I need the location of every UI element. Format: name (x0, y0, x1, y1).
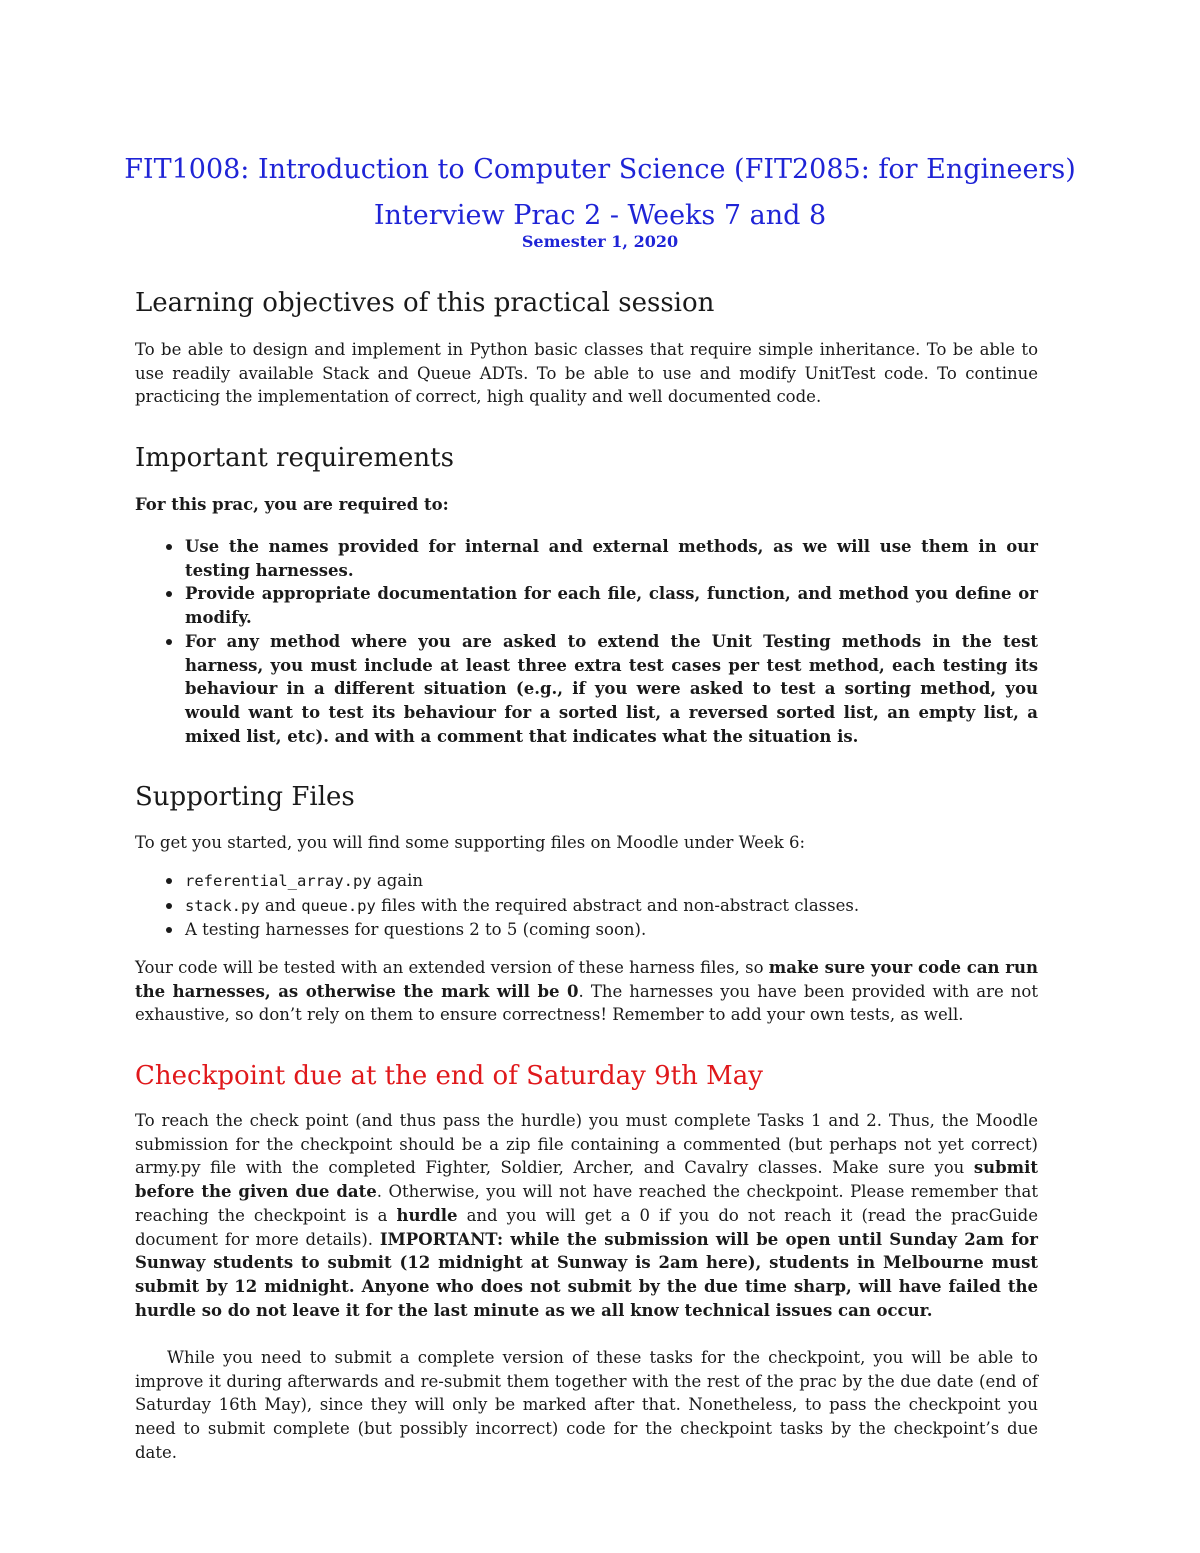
checkpoint-paragraph: To reach the check point (and thus pass the hurdle) you must complete Tasks 1 and 2. Thus, the Moodle submission for the checkpoint should be a zip file containing a commented (but perhaps not yet correct) army.py file with the completed Fighter, Soldier, Archer, and Cavalry classes. Make sure you submit before the given due date. Otherwise, you will not have reached the checkpoint. Please remember that reaching the checkpoint is a hurdle and you will get a 0 if you do not reach it (read the pracGuide document for more details). IMPORTANT: while the submission will be open until Sunday 2am for Sunway students to submit (12 midnight at Sunway is 2am here), students in Melbourne must submit by 12 midnight. Anyone who does not submit by the due time sharp, will have failed the hurdle so do not leave it for the last minute as we all know technical issues can occur. (135, 1111, 1038, 1320)
requirements-list (135, 535, 1038, 748)
list-item: Provide appropriate documentation for each file, class, function, and method you define or modify. (135, 582, 1038, 629)
semester-label: Semester 1, 2020 (521, 232, 679, 251)
file-name: referential_array.py (185, 872, 372, 890)
learning-objectives-heading: Learning objectives of this practical session (135, 288, 715, 318)
supporting-files-heading: Supporting Files (135, 782, 355, 812)
supporting-files-intro: To get you started, you will find some supporting files on Moodle under Week 6: (135, 833, 806, 852)
requirements-heading: Important requirements (135, 443, 454, 473)
prac-title: Interview Prac 2 - Weeks 7 and 8 (373, 200, 827, 231)
list-item: stack.py and queue.py files with the required abstract and non-abstract classes. (135, 894, 1038, 919)
checkpoint-followup-paragraph: While you need to submit a complete version of these tasks for the checkpoint, you will be able to improve it during afterwards and re-submit them together with the rest of the prac by the due date (end of Saturday 16th May), since they will only be marked after that. Nonetheless, to pass the checkpoint you need to submit complete (but possibly incorrect) code for the checkpoint tasks by the checkpoint’s due date. (135, 1348, 1038, 1462)
learning-objectives-text: To be able to design and implement in Python basic classes that require simple inheritance. To be able to use readily available Stack and Queue ADTs. To be able to use and modify UnitTest code. To continue practicing the implementation of correct, high quality and well documented code. (135, 340, 1038, 407)
requirements-intro: For this prac, you are required to: (135, 495, 449, 514)
supporting-files-list (135, 869, 1038, 942)
course-title: FIT1008: Introduction to Computer Science (FIT2085: for Engineers) (124, 154, 1076, 185)
bullet-icon (166, 639, 172, 645)
list-item: A testing harnesses for questions 2 to 5 (coming soon). (135, 918, 1038, 942)
bullet-icon (166, 903, 172, 909)
file-name: stack.py (185, 896, 260, 915)
file-name: queue.py (301, 896, 376, 915)
bullet-icon (166, 591, 172, 597)
list-item: For any method where you are asked to extend the Unit Testing methods in the test harness, you must include at least three extra test cases per test method, each testing its behaviour in a different situation (e.g., if you were asked to test a sorting method, you would want to test its behaviour for a sorted list, a reversed sorted list, an empty list, a mixed list, etc). and with a comment that indicates what the situation is. (135, 630, 1038, 749)
checkpoint-heading: Checkpoint due at the end of Saturday 9th May (135, 1061, 763, 1091)
bullet-icon (166, 927, 172, 933)
harness-note-paragraph: Your code will be tested with an extended version of these harness files, so make sure your code can run the harnesses, as otherwise the mark will be 0. The harnesses you have been provided with are not exhaustive, so don’t rely on them to ensure correctness! Remember to add your own tests, as well. (135, 958, 1038, 1025)
bullet-icon (166, 544, 172, 550)
list-item: referential_array.py again (135, 869, 1038, 894)
bullet-icon (166, 878, 172, 884)
list-item: Use the names provided for internal and external methods, as we will use them in our testing harnesses. (135, 535, 1038, 582)
